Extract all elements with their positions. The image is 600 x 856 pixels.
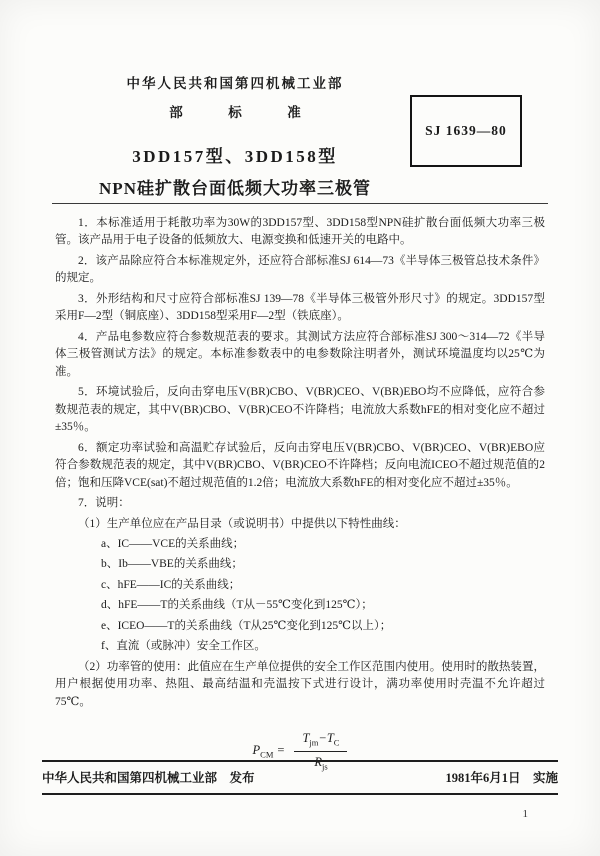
document-header: [55, 72, 415, 199]
formula-equals: =: [277, 742, 285, 757]
paragraph-1: 1．本标准适用于耗散功率为30W的3DD157型、3DD158型NPN硅扩散台面低频大功率三极管。该产品用于电子设备的低频放大、电源变换和低速开关的电路中。: [55, 217, 545, 247]
standard-number: SJ 1639—80: [425, 123, 507, 138]
document-body: [55, 215, 545, 773]
footer: [42, 768, 558, 786]
standard-title-models: 3DD157型、3DD158型: [132, 147, 338, 166]
formula-denominator: $R_{js}$: [314, 754, 328, 772]
footer-date: 1981年6月1日: [445, 771, 521, 785]
footer-divider-top: [42, 760, 558, 762]
standard-type-label: 部 标 准: [169, 105, 317, 120]
standard-title-name: NPN硅扩散台面低频大功率三极管: [99, 179, 371, 198]
paragraph-2: 2．该产品除应符合本标准规定外，还应符合部标准SJ 614—73《半导体三极管总技术条件》的规定。: [55, 254, 545, 285]
note-2: （2）功率管的使用：此值应在生产单位提供的安全工作区范围内使用。使用时的散热装置，用户根据使用功率、热阻、最高结温和壳温按下式进行设计，满功率使用时壳温不允许超过75℃。: [55, 660, 545, 708]
curve-item-f: f、直流（或脉冲）安全工作区。: [101, 640, 266, 653]
footer-divider-bottom: [42, 793, 558, 795]
curve-item-a: a、IC——VCE的关系曲线；: [101, 537, 245, 550]
formula-fraction: [294, 729, 347, 773]
footer-implement-label: 实施: [532, 771, 558, 785]
standard-number-box: [410, 95, 522, 167]
paragraph-7-heading: 7．说明：: [78, 497, 130, 510]
curve-item-d: d、hFE——T的关系曲线（T从－55℃变化到125℃）；: [101, 599, 373, 612]
footer-issuer-name: 中华人民共和国第四机械工业部: [42, 771, 218, 785]
paragraph-6: 6．额定功率试验和高温贮存试验后，反向击穿电压V(BR)CBO、V(BR)CEO、V(BR)EBO应符合参数规范表的规定，其中V(BR)CBO、V(BR)CEO不许降档；反向电流ICEO不超过规范值的2倍；饱和压降VCE(sat)不超过规范值的1.2倍；电流放大系数hFE的相对变化应不超过±35％。: [55, 441, 545, 489]
curve-item-b: b、Ib——VBE的关系曲线；: [101, 558, 243, 571]
power-formula: [55, 729, 545, 773]
note-1: （1）生产单位应在产品目录（或说明书）中提供以下特性曲线：: [78, 517, 406, 530]
paragraph-5: 5．环境试验后，反向击穿电压V(BR)CBO、V(BR)CEO、V(BR)EBO均不应降低，应符合参数规范表的规定，其中V(BR)CBO、V(BR)CEO不许降档；电流放大系数hFE的相对变化应不超过±35％。: [55, 386, 545, 434]
footer-issuer: [42, 768, 255, 786]
header-divider: [52, 203, 548, 204]
footer-issue-label: 发布: [229, 771, 255, 785]
paragraph-3: 3．外形结构和尺寸应符合部标准SJ 139—78《半导体三极管外形尺寸》的规定。3DD157型采用F—2型（铜底座）、3DD158型采用F—2型（铁底座）。: [55, 292, 545, 323]
formula-lhs: $P_{CM}$: [252, 742, 274, 760]
curve-item-c: c、hFE——IC的关系曲线；: [101, 578, 241, 591]
footer-implementation: [445, 768, 558, 786]
page-number: 1: [522, 808, 528, 820]
ministry-name: 中华人民共和国第四机械工业部: [126, 76, 344, 91]
formula-numerator: $T_{jm}-T_C$: [294, 729, 347, 751]
paragraph-4: 4．产品电参数应符合参数规范表的要求。其测试方法应符合部标准SJ 300～314—72《半导体三极管测试方法》的规定。本标准参数表中的电参数除注明者外，测试环境温度均以25℃为准。: [55, 330, 545, 378]
curve-item-e: e、ICEO——T的关系曲线（T从25℃变化到125℃以上）；: [101, 619, 392, 632]
